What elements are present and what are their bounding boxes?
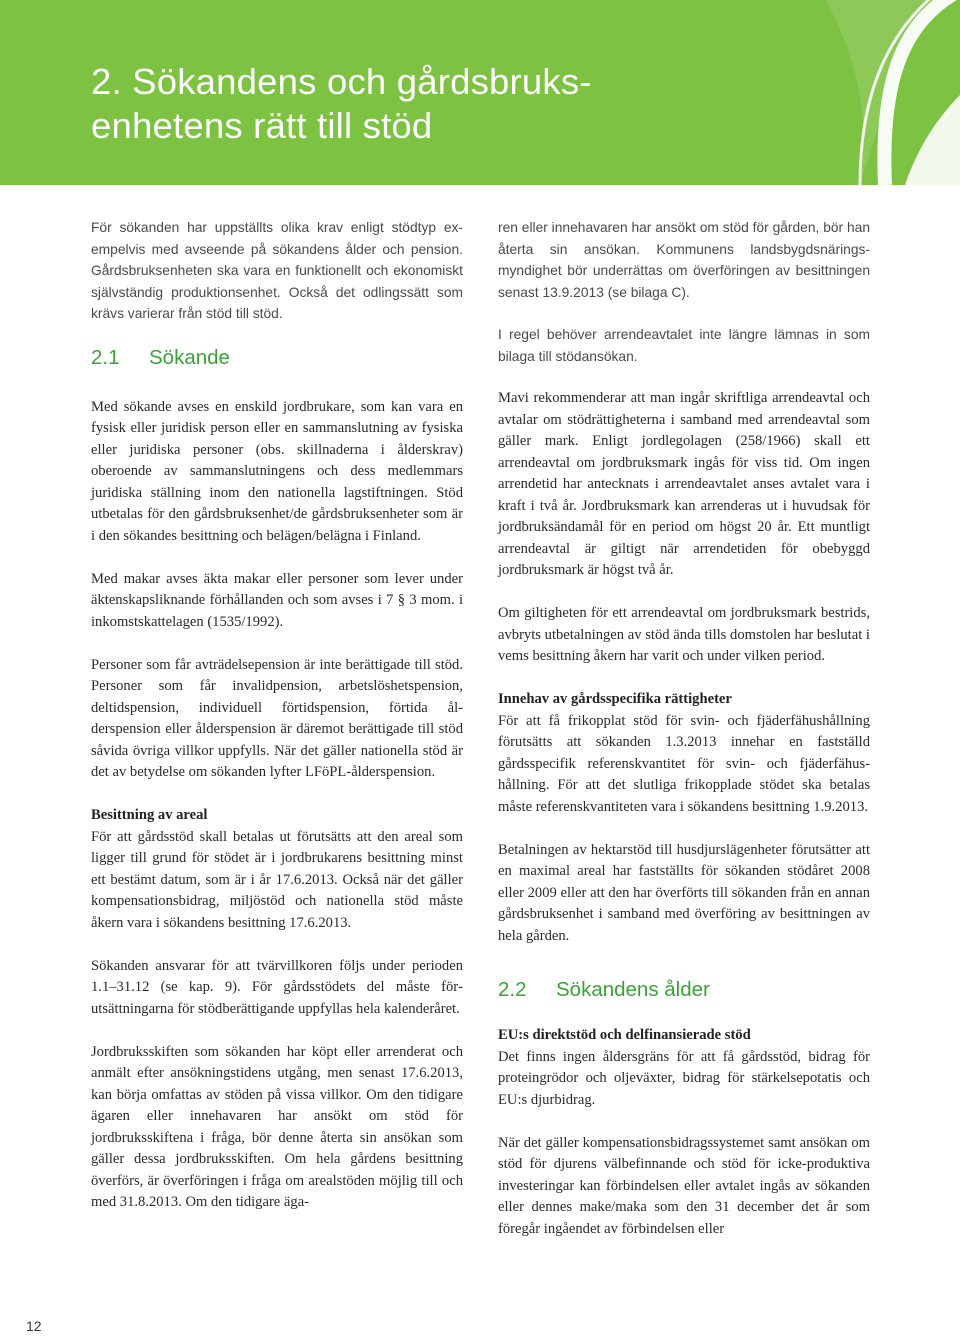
body-paragraph: För att få frikopplat stöd för svin- och fjäderfähushållning förutsätts att sökanden 1.3.2013 innehar en fastställd gårdsspecifik referenskvantitet för svin- och fjäderfähushållning. För att det slutliga frikopplade stödet ska betalas måste referenskvantiteten vara i sökandens besittning 1.9.2013.	[498, 712, 870, 815]
body-paragraph: Mavi rekommenderar att man ingår skriftliga arrendeavtal och avtalar om stödrättigheterna i samband med arrendeavtal som gäller mark. Enligt jordlegolagen (258/1966) skall ett arrendeavtal om jordbruksmark ingås för viss tid. Om ingen arrendetid har antecknats i arrendeavtalet anses avtalet vara i kraft i två år. Jordbruksmark kan arrenderas ut i huvudsak för jordbruksändamål för en period om högst 20 år. Ett muntligt arrendeavtal är giltigt när arrendetiden för obebyggd jordbruksmark är högst två år.	[498, 390, 870, 578]
body-paragraph: Om giltigheten för ett arrendeavtal om jordbruksmark bestrids, avbryts utbetalningen av stöd ända tills domstolen har beslutat i vems besittning åkern har varit och under vilken period.	[498, 605, 870, 664]
body-paragraph: ren eller innehavaren har ansökt om stöd för gården, bör han återta sin ansökan. Kommunens landsbygdsnäringsmyndighet bör underrättas om överföringen av besittningen senast 13.9.2013 (se bilaga C).	[498, 220, 870, 300]
section-title: Sökandens ålder	[556, 978, 710, 1001]
chapter-title-line-1: 2. Sökandens och gårdsbruks-	[91, 61, 592, 102]
chapter-title-line-2: enhetens rätt till stöd	[91, 105, 433, 146]
body-paragraph: Det finns ingen åldersgräns för att få gårdsstöd, bidrag för proteingrödor och oljeväxter, bidrag för stärkelsepotatis och EU:s djurbidrag.	[498, 1048, 870, 1108]
body-paragraph: Personer som får avträdelsepension är inte berättigade till stöd. Personer som får invalidpension, arbetslöshetspension, deltidspension, individuell förtidspension, förtida ålderspension eller ålderspension är däremot berättigade till stöd såvida övriga villkor uppfylls. När det gäller nationella stöd är det av betydelse om sökanden lyfter LFöPL-ålderspension.	[91, 656, 463, 780]
left-column	[91, 217, 463, 1214]
section-heading-2-2	[498, 977, 870, 1003]
section-number: 2.1	[91, 345, 120, 369]
subheading-innehav: Innehav av gårdsspecifika rättigheter	[498, 691, 732, 707]
body-paragraph: Med sökande avses en enskild jordbrukare, som kan vara en fysisk eller juridisk person eller en sammanslutning av fysiska eller juridiska personer (obs. skillnaderna i ålderskrav) oberoende av sammanslutningens och dess medlemmars juridiska ställning inom den nationella lagstiftningen. Stöd utbetalas för den gårdsbruksenhet/de gårdsbruksenheter som är i den sökandes besittning och belägen/belägna i Finland.	[91, 398, 463, 544]
body-paragraph: Jordbruksskiften som sökanden har köpt eller arrenderat och anmält efter ansökningstidens utgång, men senast 17.6.2013, kan börja omfattas av stöden på vissa villkor. Om den tidigare ägaren eller innehavaren har ansökt om stöd för jordbruksskiftena i fråga, bör denne återta sin ansökan som gäller dessa jordbruksskiften. Om hela gårdens besittning överförs, är överföringen i fråga om arealstöden möjlig till och med 31.8.2013. Om den tidigare äga-	[91, 1043, 463, 1210]
body-paragraph: När det gäller kompensationsbidragssystemet samt ansökan om stöd för djurens välbefinnande och stöd för icke-produktiva investeringar kan förbindelsen eller avtalet ingås av sökanden eller dennes make/maka som den 31 december det år som föregår ingåendet av förbindelsen eller	[498, 1134, 870, 1237]
section-heading-2-1	[91, 345, 463, 371]
body-paragraph: I regel behöver arrendeavtalet inte längre lämnas in som bilaga till stödansökan.	[498, 327, 870, 364]
intro-paragraph: För sökanden har uppställts olika krav enligt stödtyp exempelvis med avseende på sökandens ålder och pension. Gårdsbruksenheten ska vara en funktionellt och ekonomiskt självständig produktionsenhet. Också det odlingssätt som krävs varierar från stöd till stöd.	[91, 220, 463, 321]
right-column	[498, 217, 870, 1240]
body-paragraph: Sökanden ansvarar för att tvärvillkoren följs under perioden 1.1–31.12 (se kap. 9). För gårdsstödets del måste förutsättningarna för stödberättigande uppfyllas hela kalenderåret.	[91, 957, 463, 1017]
chapter-banner	[0, 0, 960, 185]
subheading-eu: EU:s direktstöd och delfinansierade stöd	[498, 1027, 751, 1043]
body-paragraph: Med makar avses äkta makar eller personer som lever under äktenskapsliknande förhållanden och som avses i 7 § 3 mom. i inkomstskattelagen (1535/1992).	[91, 570, 463, 630]
chapter-title	[91, 60, 592, 148]
body-paragraph: För att gårdsstöd skall betalas ut förutsätts att den areal som ligger till grund för stödet är i jordbrukarens besittning minst ett bestämt datum, som är i år 17.6.2013. Också när det gäller kompensationsbidrag, miljöstöd och nationella stöd måste åkern vara i sökandens besittning 17.6.2013.	[91, 828, 463, 931]
subheading-besittning: Besittning av areal	[91, 807, 208, 823]
body-paragraph: Betalningen av hektarstöd till husdjurslägenheter förutsätter att en maximal areal har fastställts för sökanden stödåret 2008 eller 2009 eller att den har överförts till sökanden från en annan gårdsbruksenhet i samband med överföring av besittningen av hela gården.	[498, 841, 870, 944]
page-number: 12	[26, 1318, 42, 1334]
section-title: Sökande	[149, 345, 230, 369]
section-number: 2.2	[498, 978, 527, 1001]
